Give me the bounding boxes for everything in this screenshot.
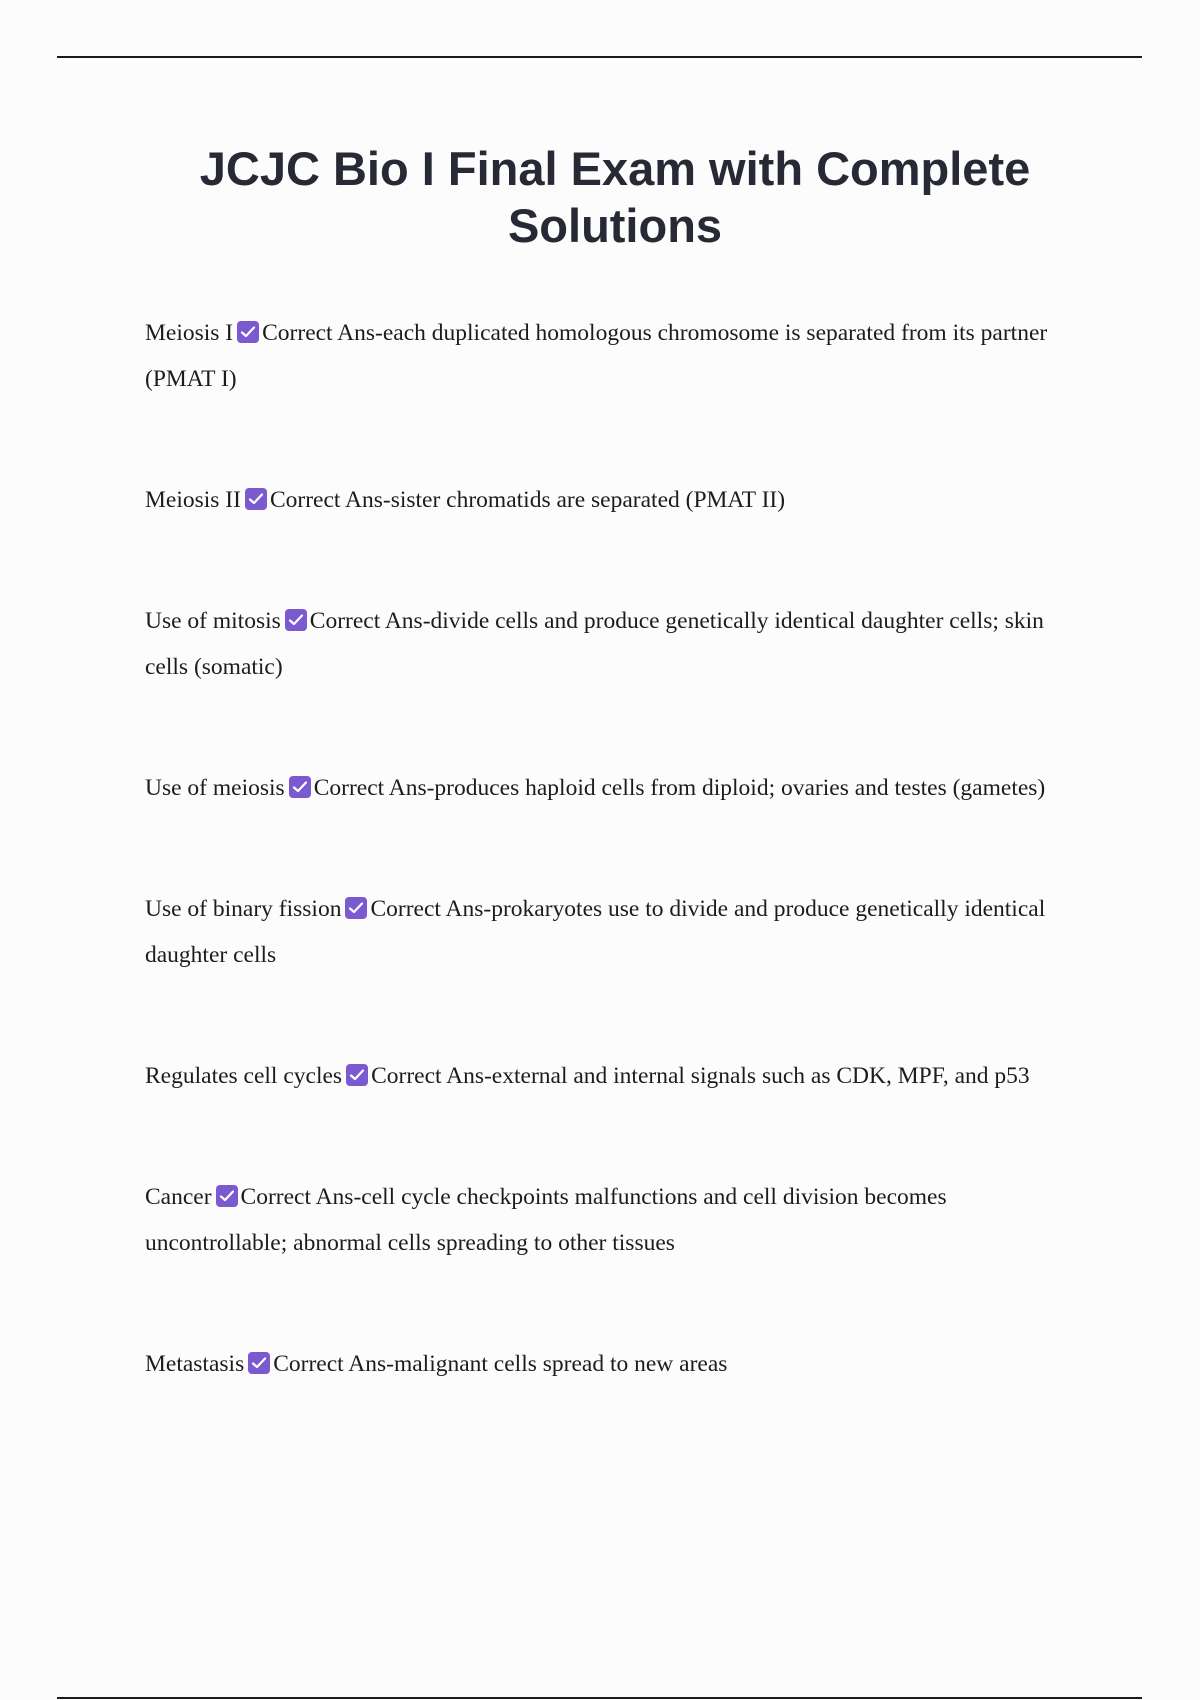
qa-term: Regulates cell cycles [145,1063,343,1089]
check-icon [245,488,267,510]
top-rule [57,56,1142,58]
qa-item [145,1053,1085,1099]
qa-answer: Correct Ans-external and internal signals such as CDK, MPF, and p53 [371,1063,1030,1089]
qa-item [145,765,1085,811]
qa-item [145,598,1085,690]
qa-item [145,477,1085,523]
qa-answer: Correct Ans-malignant cells spread to new areas [273,1351,728,1377]
qa-term: Use of meiosis [145,775,285,801]
qa-term: Metastasis [145,1351,245,1377]
qa-term: Use of binary fission [145,896,342,922]
qa-term: Meiosis II [145,487,241,513]
qa-answer: Correct Ans-each duplicated homologous chromosome is separated from its partner (PMAT I) [145,320,1048,392]
qa-answer: Correct Ans-prokaryotes use to divide and produce genetically identical daughter cells [145,896,1046,968]
check-icon [216,1185,238,1207]
check-icon [289,776,311,798]
qa-item [145,1174,1085,1266]
document-title: JCJC Bio I Final Exam with Complete Solutions [199,142,1031,252]
qa-term: Cancer [145,1184,212,1210]
qa-item [145,1341,1085,1387]
qa-answer: Correct Ans-sister chromatids are separated (PMAT II) [269,487,786,513]
qa-term: Meiosis I [145,320,234,346]
qa-item [145,886,1085,978]
qa-list [145,310,1085,1462]
qa-answer: Correct Ans-divide cells and produce genetically identical daughter cells; skin cells (somatic) [145,608,1044,680]
check-icon [237,321,259,343]
bottom-rule [57,1697,1142,1699]
qa-answer: Correct Ans-cell cycle checkpoints malfunctions and cell division becomes uncontrollable; abnormal cells spreading to other tissues [145,1184,947,1256]
qa-answer: Correct Ans-produces haploid cells from diploid; ovaries and testes (gametes) [313,775,1046,801]
check-icon [346,1064,368,1086]
qa-term: Use of mitosis [145,608,281,634]
check-icon [248,1352,270,1374]
qa-item [145,310,1085,402]
check-icon [285,609,307,631]
check-icon [345,897,367,919]
